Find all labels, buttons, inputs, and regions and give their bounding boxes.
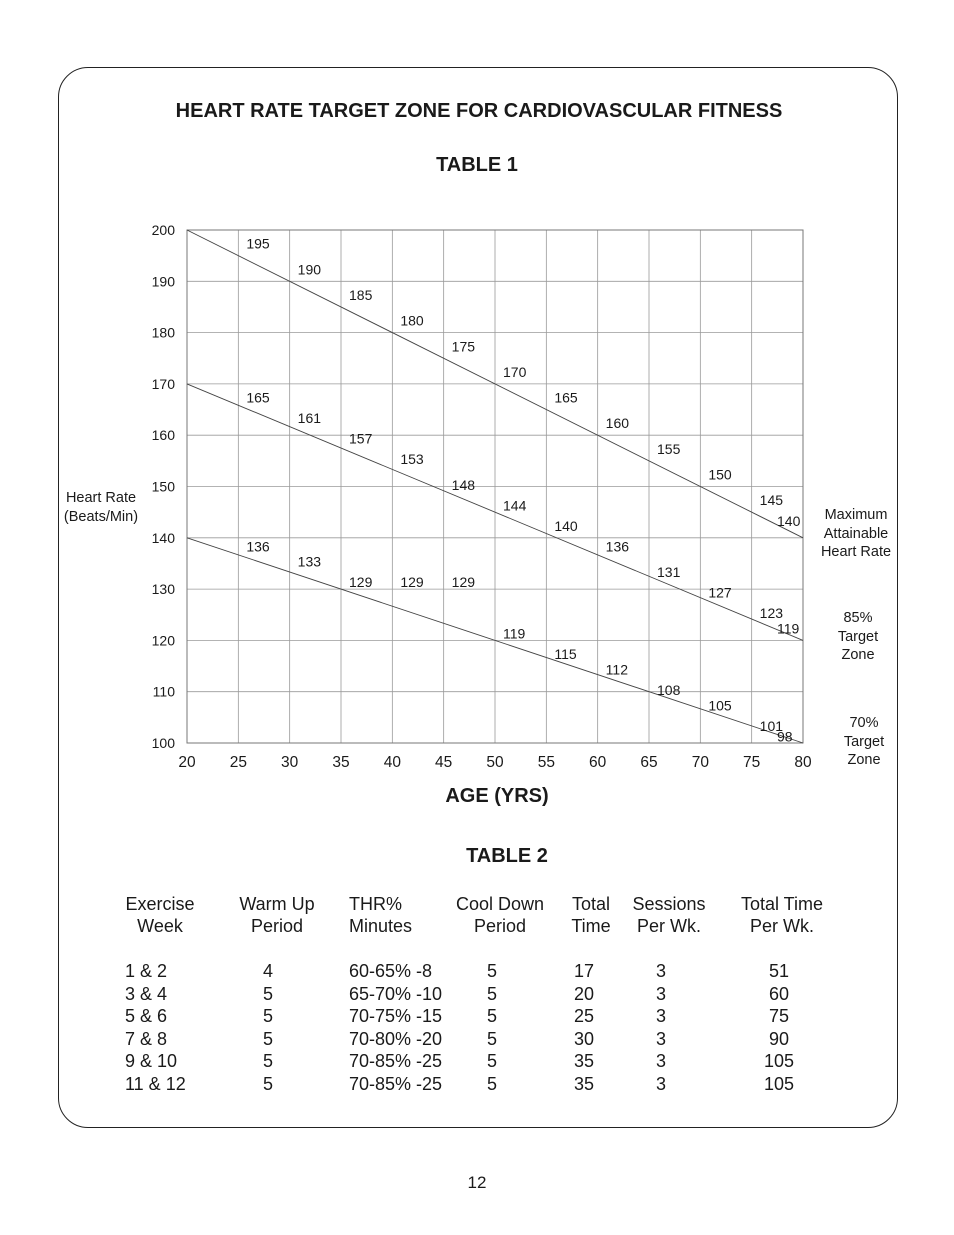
chart-grid: [187, 230, 803, 743]
data-label: 129: [451, 574, 476, 591]
max-legend-line1: Maximum: [824, 507, 888, 523]
data-label: 175: [451, 338, 476, 355]
z85-legend-line1: 85%: [843, 610, 873, 626]
table-cell: 25: [573, 1006, 595, 1026]
max-legend-line2: Attainable: [823, 525, 889, 542]
y-tick-label: 160: [151, 427, 175, 444]
z70-legend-line3: Zone: [847, 752, 881, 768]
table-cell: 60: [768, 983, 790, 1004]
column-header: Time: [571, 916, 611, 936]
table-cell: 3: [655, 1028, 666, 1049]
data-label: 123: [759, 605, 784, 622]
data-label: 148: [451, 476, 476, 493]
table-cell: 5: [486, 1073, 497, 1094]
data-label: 180: [400, 312, 424, 329]
x-tick-label: 25: [229, 754, 247, 771]
data-label: 119: [777, 620, 800, 637]
data-label: 131: [657, 563, 681, 580]
table-cell: 5: [262, 1051, 273, 1071]
data-label: 98: [777, 728, 793, 745]
data-label: 108: [657, 681, 681, 698]
y-tick-label: 140: [151, 529, 175, 546]
table-cell: 5: [262, 1073, 273, 1094]
table-cell: 5: [486, 983, 497, 1004]
chart-point-labels: [246, 236, 800, 745]
table-cell: 3: [655, 961, 666, 981]
data-label: 195: [246, 235, 270, 252]
table-cell: 5: [486, 1051, 497, 1071]
z85-legend-line2: Target: [837, 628, 879, 645]
table-cell: 5: [486, 961, 497, 981]
data-label: 136: [605, 538, 630, 555]
table1-title: TABLE 1: [436, 154, 518, 176]
y-tick-label: 180: [151, 324, 175, 341]
z70-legend-line2: Target: [843, 733, 885, 750]
table-cell: 5: [486, 1006, 497, 1026]
y-tick-label: 200: [151, 222, 175, 238]
x-tick-label: 45: [435, 754, 453, 771]
table-cell: 3: [655, 1051, 666, 1071]
table-cell: 51: [768, 961, 790, 981]
column-header: Period: [473, 916, 527, 936]
data-label: 155: [657, 440, 681, 457]
data-label: 140: [554, 517, 578, 534]
table-cell: 70-85% -25: [349, 1051, 443, 1071]
x-tick-label: 50: [486, 754, 504, 771]
table-cell: 60-65% -8: [349, 961, 433, 981]
max-heart-rate-legend: [812, 506, 900, 562]
data-label: 133: [297, 553, 322, 570]
y-tick-label: 100: [151, 735, 175, 751]
x-tick-label: 40: [383, 754, 401, 771]
data-label: 136: [246, 538, 270, 555]
data-label: 190: [297, 261, 322, 278]
column-header: Exercise: [125, 894, 195, 914]
table-cell: 90: [768, 1028, 790, 1049]
column-header: Total Time: [740, 894, 824, 914]
y-tick-label: 150: [151, 478, 175, 495]
table-cell: 5: [262, 1028, 273, 1049]
data-label: 145: [759, 492, 784, 509]
x-tick-label: 75: [743, 754, 761, 771]
table-cell: 65-70% -10: [349, 983, 443, 1004]
data-label: 144: [503, 497, 527, 514]
table-cell: 11 & 12: [125, 1073, 186, 1094]
table-cell: 20: [573, 983, 595, 1004]
table-cell: 4: [262, 961, 273, 981]
x-tick-label: 55: [537, 754, 555, 771]
table-cell: 5: [262, 983, 273, 1004]
data-label: 161: [297, 410, 322, 427]
y-axis-label-line1: Heart Rate: [65, 490, 137, 506]
table-cell: 70-80% -20: [349, 1028, 443, 1049]
data-label: 112: [605, 661, 628, 678]
table2-title: TABLE 2: [466, 845, 548, 867]
data-label: 170: [503, 363, 527, 380]
column-header: Per Wk.: [749, 916, 814, 936]
y-axis-label: [55, 489, 147, 526]
table-cell: 105: [763, 1051, 795, 1071]
y-tick-label: 120: [151, 632, 175, 649]
table-cell: 5 & 6: [125, 1006, 168, 1026]
table-cell: 105: [763, 1073, 795, 1094]
data-label: 153: [400, 451, 424, 468]
table-cell: 35: [573, 1051, 595, 1071]
column-header: Sessions: [632, 894, 706, 914]
table-cell: 70-75% -15: [349, 1006, 443, 1026]
table-cell: 5: [262, 1006, 273, 1026]
column-header: Cool Down: [455, 894, 545, 914]
x-tick-label: 65: [640, 754, 658, 771]
data-label: 150: [708, 466, 732, 483]
data-label: 157: [349, 430, 373, 447]
page-title: HEART RATE TARGET ZONE FOR CARDIOVASCULAR FITNESS: [175, 100, 783, 122]
data-label: 140: [777, 512, 801, 529]
table-cell: 1 & 2: [125, 961, 168, 981]
table-cell: 3: [655, 1073, 666, 1094]
data-label: 101: [759, 717, 784, 734]
y-tick-label: 110: [152, 683, 175, 700]
data-label: 129: [400, 574, 424, 591]
x-tick-label: 70: [691, 754, 709, 771]
x-tick-label: 80: [794, 754, 812, 771]
column-header: Per Wk.: [636, 916, 701, 936]
column-header: Period: [250, 916, 304, 936]
x-tick-label: 60: [589, 754, 607, 771]
table-cell: 5: [486, 1028, 497, 1049]
column-header: Warm Up: [239, 894, 315, 914]
max-legend-line3: Heart Rate: [820, 544, 892, 560]
column-header: THR%: [349, 894, 402, 914]
data-label: 165: [554, 389, 578, 406]
table-cell: 3: [655, 983, 666, 1004]
data-label: 105: [708, 697, 732, 714]
y-tick-label: 170: [151, 375, 175, 392]
zone-70-legend: [832, 714, 896, 770]
column-header: Minutes: [349, 916, 413, 936]
z85-legend-line3: Zone: [841, 647, 875, 663]
y-tick-label: 130: [151, 581, 175, 598]
data-label: 115: [554, 646, 577, 663]
data-label: 119: [503, 625, 526, 642]
data-label: 160: [605, 415, 630, 432]
table-cell: 3: [655, 1006, 666, 1026]
x-tick-label: 20: [178, 754, 196, 771]
z70-legend-line1: 70%: [849, 715, 879, 731]
data-label: 127: [708, 584, 732, 601]
x-axis-title: AGE (YRS): [445, 785, 549, 807]
data-label: 185: [349, 286, 373, 303]
y-tick-label: 190: [151, 273, 175, 290]
zone-85-legend: [826, 609, 890, 665]
x-tick-label: 30: [281, 754, 299, 771]
x-tick-label: 35: [332, 754, 350, 771]
y-axis-label-line2: (Beats/Min): [63, 508, 139, 525]
table-cell: 3 & 4: [125, 983, 168, 1004]
table-cell: 75: [768, 1006, 790, 1026]
table-cell: 70-85% -25: [349, 1073, 443, 1094]
table-cell: 35: [573, 1073, 595, 1094]
data-label: 165: [246, 389, 270, 406]
column-header: Week: [137, 916, 183, 936]
chart-ticks: [152, 222, 812, 771]
table-cell: 9 & 10: [125, 1051, 178, 1071]
page-number: 12: [467, 1173, 487, 1192]
table-cell: 30: [573, 1028, 595, 1049]
table-cell: 17: [573, 961, 595, 981]
column-header: Total: [571, 894, 611, 914]
table-cell: 7 & 8: [125, 1028, 168, 1049]
data-label: 129: [349, 574, 373, 591]
